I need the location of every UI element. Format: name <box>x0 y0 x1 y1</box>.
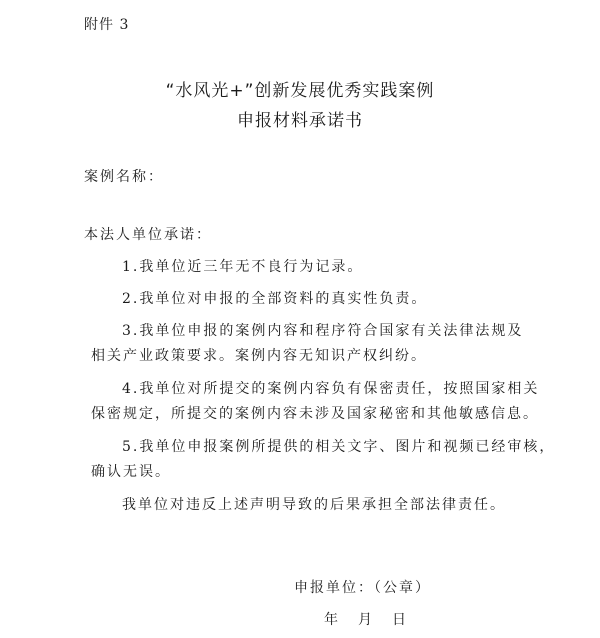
pledge-item-1: 1.我单位近三年无不良行为记录。 <box>122 259 364 275</box>
date-line <box>324 609 408 629</box>
pledge-item-3-line-2: 相关产业政策要求。案例内容无知识产权纠纷。 <box>91 348 427 364</box>
date-day: 日 <box>392 612 408 628</box>
attachment-label: 附件 3 <box>84 17 130 33</box>
pledge-item-4-line-1: 4.我单位对所提交的案例内容负有保密责任，按照国家相关 <box>122 381 540 397</box>
pledge-item-4-line-2: 保密规定，所提交的案例内容未涉及国家秘密和其他敏感信息。 <box>91 406 539 422</box>
document-title: “水风光+”创新发展优秀实践案例 <box>165 81 435 101</box>
closing-statement: 我单位对违反上述声明导致的后果承担全部法律责任。 <box>122 497 506 513</box>
pledge-item-5-line-1: 5.我单位申报案例所提供的相关文字、图片和视频已经审核， <box>122 439 556 455</box>
document-subtitle: 申报材料承诺书 <box>237 111 363 131</box>
date-year: 年 <box>324 612 340 628</box>
date-month: 月 <box>358 612 374 628</box>
pledge-item-5-line-2: 确认无误。 <box>91 464 171 480</box>
signer-label: 申报单位：（公章） <box>294 580 431 596</box>
pledge-item-2: 2.我单位对申报的全部资料的真实性负责。 <box>122 291 428 307</box>
pledge-intro: 本法人单位承诺： <box>84 227 212 243</box>
pledge-item-3-line-1: 3.我单位申报的案例内容和程序符合国家有关法律法规及 <box>122 323 524 339</box>
case-name-label: 案例名称： <box>84 169 164 185</box>
